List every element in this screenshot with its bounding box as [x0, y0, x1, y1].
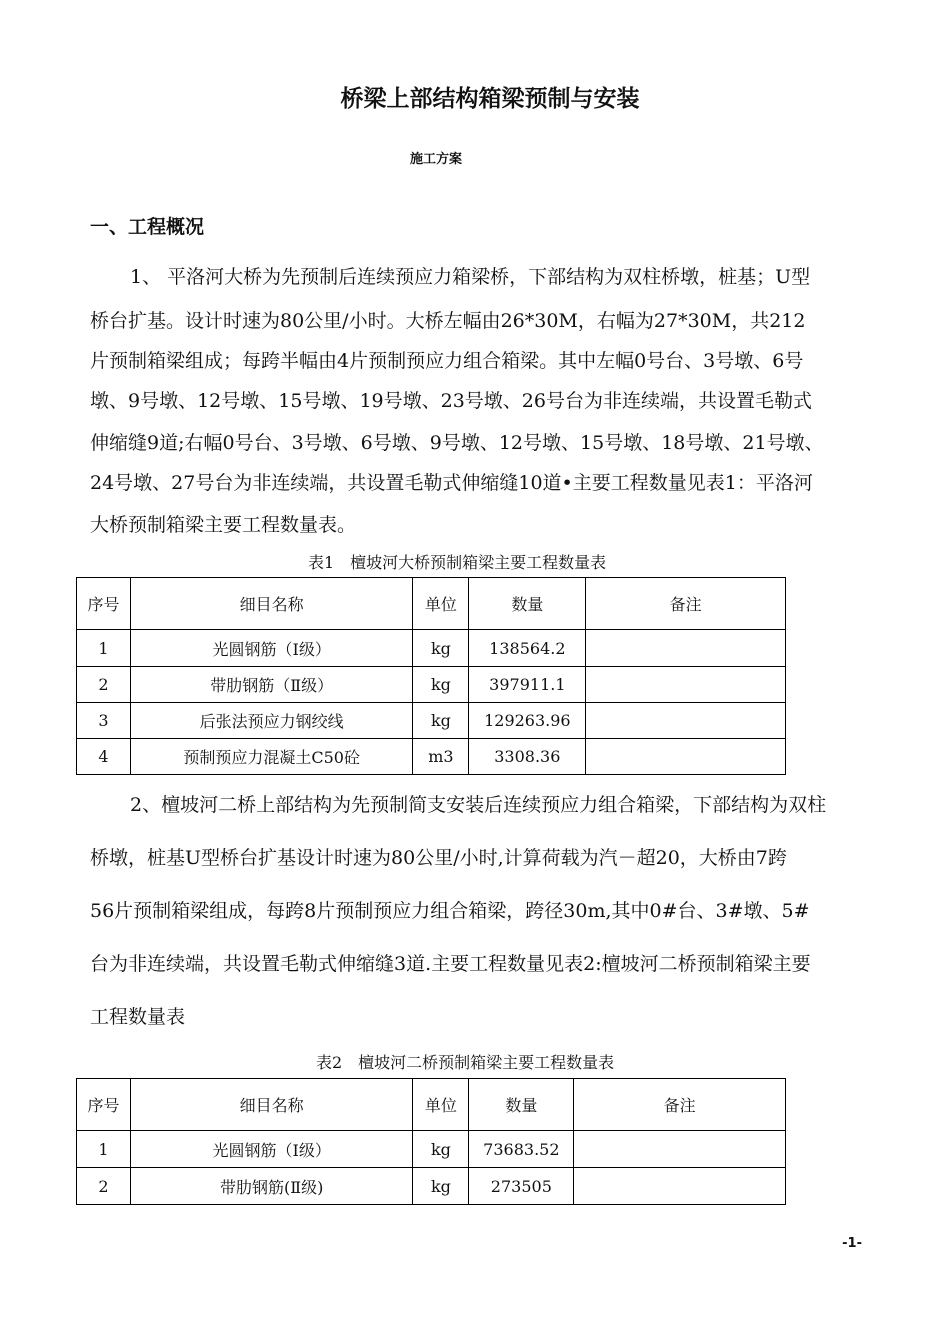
table-cell: 2: [77, 667, 131, 703]
table2-header-row: [77, 1079, 786, 1131]
table1-header-cell: 单位: [413, 578, 469, 630]
table-row: [77, 1168, 786, 1205]
table-cell: 预制预应力混凝土C50砼: [130, 739, 413, 775]
table1-header-cell: 细目名称: [130, 578, 413, 630]
table2-caption: 表2 檀坡河二桥预制箱梁主要工程数量表: [316, 1053, 615, 1072]
table-cell: [574, 1131, 786, 1168]
table1: [76, 577, 786, 775]
table1-header-cell: 序号: [77, 578, 131, 630]
table-cell: 273505: [469, 1168, 574, 1205]
table-cell: [586, 703, 786, 739]
table2-header-cell: 备注: [574, 1079, 786, 1131]
table-row: [77, 667, 786, 703]
para2-line-2: 桥墩，桩基U型桥台扩基设计时速为80公里/小时,计算荷载为汽－超20，大桥由7跨: [90, 847, 787, 869]
table-row: [77, 739, 786, 775]
table-cell: 3: [77, 703, 131, 739]
table-row: [77, 1131, 786, 1168]
para1-line-7: 大桥预制箱梁主要工程数量表。: [90, 514, 357, 536]
para1-line-5: 伸缩缝9道;右幅0号台、3号墩、6号墩、9号墩、12号墩、15号墩、18号墩、21号墩、: [90, 432, 824, 454]
table-cell: 73683.52: [469, 1131, 574, 1168]
document-title: 桥梁上部结构箱梁预制与安装: [340, 86, 640, 112]
table2-header-cell: 序号: [77, 1079, 131, 1131]
table-cell: kg: [413, 667, 469, 703]
table1-header-row: [77, 578, 786, 630]
table-row: [77, 703, 786, 739]
para2-line-5: 工程数量表: [90, 1006, 186, 1028]
table-cell: [586, 739, 786, 775]
table-cell: 397911.1: [469, 667, 586, 703]
table-cell: 3308.36: [469, 739, 586, 775]
table-cell: kg: [413, 630, 469, 667]
para2-line-3: 56片预制箱梁组成，每跨8片预制预应力组合箱梁，跨径30m,其中0#台、3#墩、5#: [90, 900, 810, 922]
table1-caption: 表1 檀坡河大桥预制箱梁主要工程数量表: [308, 553, 607, 572]
section-heading: 一、工程概况: [90, 216, 205, 238]
page-number: -1-: [842, 1236, 862, 1251]
table-cell: 带肋钢筋(Ⅱ级): [130, 1168, 413, 1205]
para2-line-4: 台为非连续端，共设置毛勒式伸缩缝3道.主要工程数量见表2:檀坡河二桥预制箱梁主要: [90, 953, 811, 975]
document-subtitle: 施工方案: [409, 152, 462, 167]
table2: [76, 1078, 786, 1205]
para1-line-4: 墩、9号墩、12号墩、15号墩、19号墩、23号墩、26号台为非连续端，共设置毛勒式: [90, 390, 812, 412]
table-cell: 光圆钢筋（Ⅰ级）: [130, 630, 413, 667]
table-cell: m3: [413, 739, 469, 775]
table-cell: 129263.96: [469, 703, 586, 739]
table-cell: 光圆钢筋（Ⅰ级）: [130, 1131, 413, 1168]
para1-line-6: 24号墩、27号台为非连续端，共设置毛勒式伸缩缝10道•主要工程数量见表1：平洛河: [90, 472, 813, 494]
para1-line-2: 桥台扩基。设计时速为80公里/小时。大桥左幅由26*30M，右幅为27*30M，共212: [90, 310, 806, 332]
table2-header-cell: 细目名称: [130, 1079, 413, 1131]
table-cell: 1: [77, 1131, 131, 1168]
table-cell: [574, 1168, 786, 1205]
table-cell: kg: [413, 703, 469, 739]
table-cell: kg: [413, 1131, 469, 1168]
para1-line-1: 1、 平洛河大桥为先预制后连续预应力箱梁桥，下部结构为双柱桥墩，桩基；U型: [130, 266, 811, 288]
table-cell: 2: [77, 1168, 131, 1205]
para2-line-1: 2、檀坡河二桥上部结构为先预制简支安装后连续预应力组合箱梁，下部结构为双柱: [130, 794, 827, 816]
table-cell: 带肋钢筋（Ⅱ级）: [130, 667, 413, 703]
table2-header-cell: 数量: [469, 1079, 574, 1131]
table-cell: 138564.2: [469, 630, 586, 667]
table-cell: 1: [77, 630, 131, 667]
table-cell: kg: [413, 1168, 469, 1205]
table-cell: 4: [77, 739, 131, 775]
table1-header-cell: 备注: [586, 578, 786, 630]
table-cell: [586, 630, 786, 667]
table1-header-cell: 数量: [469, 578, 586, 630]
table-row: [77, 630, 786, 667]
table-cell: 后张法预应力钢绞线: [130, 703, 413, 739]
table2-header-cell: 单位: [413, 1079, 469, 1131]
table-cell: [586, 667, 786, 703]
para1-line-3: 片预制箱梁组成；每跨半幅由4片预制预应力组合箱梁。其中左幅0号台、3号墩、6号: [90, 350, 804, 372]
